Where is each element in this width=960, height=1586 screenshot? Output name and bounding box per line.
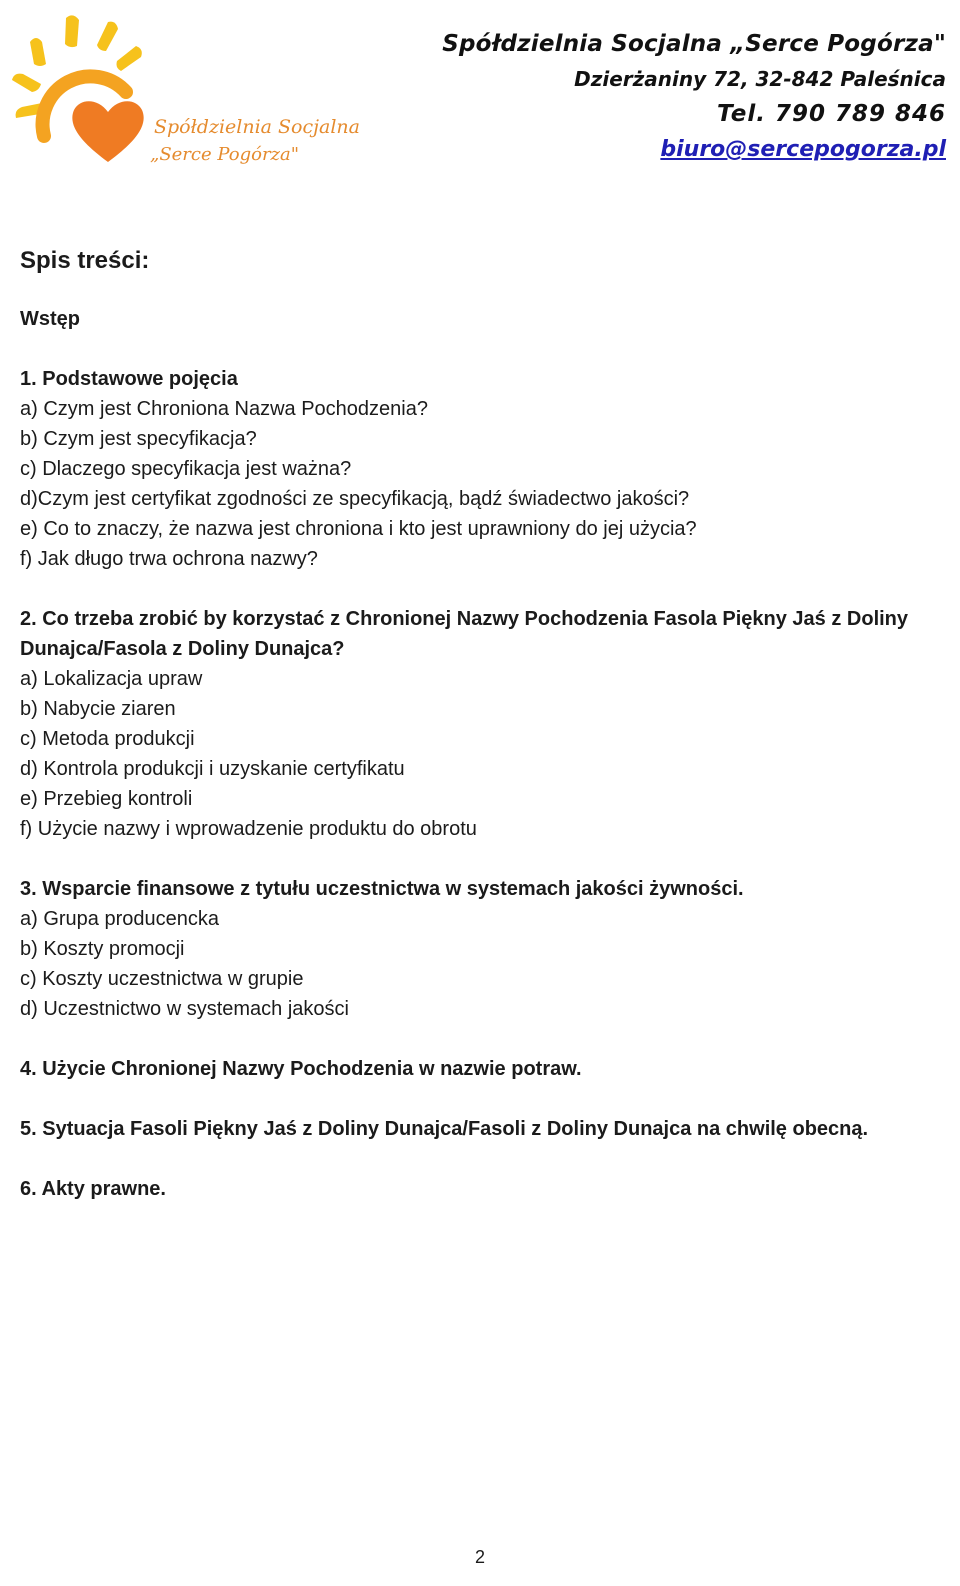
toc-item: d) Kontrola produkcji i uzyskanie certyfikatu: [20, 758, 405, 780]
toc-item: b) Nabycie ziaren: [20, 698, 176, 720]
toc-section-heading: 1. Podstawowe pojęcia: [20, 368, 238, 390]
contact-address: Dzierżaniny 72, 32-842 Paleśnica: [574, 67, 946, 91]
toc-item: a) Lokalizacja upraw: [20, 668, 203, 690]
contact-block: [442, 26, 946, 168]
organization-logo: [8, 12, 360, 172]
toc-section-3: [20, 874, 950, 1024]
toc-item: e) Przebieg kontroli: [20, 788, 193, 810]
toc-section-heading: 2. Co trzeba zrobić by korzystać z Chronionej Nazwy Pochodzenia Fasola Piękny Jaś z Doliny Dunajca/Fasola z Doliny Dunajca?: [20, 608, 909, 660]
toc-item: e) Co to znaczy, że nazwa jest chroniona i kto jest uprawniony do jej użycia?: [20, 518, 697, 540]
toc-item: b) Koszty promocji: [20, 938, 185, 960]
toc-section-heading: 3. Wsparcie finansowe z tytułu uczestnictwa w systemach jakości żywności.: [20, 878, 744, 900]
toc-item: a) Grupa producencka: [20, 908, 220, 930]
toc-item: c) Metoda produkcji: [20, 728, 195, 750]
contact-email-link[interactable]: biuro@sercepogorza.pl: [660, 137, 946, 162]
toc-item: a) Czym jest Chroniona Nazwa Pochodzenia?: [20, 398, 428, 420]
toc-title: Spis treści:: [20, 247, 150, 274]
contact-organization: Spółdzielnia Socjalna „Serce Pogórza": [442, 31, 946, 57]
toc-item: c) Koszty uczestnictwa w grupie: [20, 968, 304, 990]
toc-section-2: [20, 604, 950, 844]
table-of-contents: [20, 244, 950, 1204]
toc-item: f) Użycie nazwy i wprowadzenie produktu do obrotu: [20, 818, 477, 840]
sun-heart-icon: [8, 12, 158, 172]
toc-section-6-heading: 6. Akty prawne.: [20, 1178, 166, 1200]
toc-item: c) Dlaczego specyfikacja jest ważna?: [20, 458, 352, 480]
logo-name-line1: Spółdzielnia Socjalna: [154, 116, 360, 138]
toc-item: d)Czym jest certyfikat zgodności ze specyfikacją, bądź świadectwo jakości?: [20, 488, 690, 510]
toc-section-4-heading: 4. Użycie Chronionej Nazwy Pochodzenia w nazwie potraw.: [20, 1058, 582, 1080]
toc-section-1: [20, 364, 950, 574]
toc-item: b) Czym jest specyfikacja?: [20, 428, 257, 450]
contact-phone: Tel. 790 789 846: [717, 101, 946, 127]
page-number: 2: [474, 1547, 485, 1567]
toc-section-5-heading: 5. Sytuacja Fasoli Piękny Jaś z Doliny Dunajca/Fasoli z Doliny Dunajca na chwilę obecną.: [20, 1118, 869, 1140]
toc-intro: Wstęp: [20, 308, 80, 330]
logo-name-line2: „Serce Pogórza": [150, 144, 300, 165]
toc-item: d) Uczestnictwo w systemach jakości: [20, 998, 349, 1020]
toc-item: f) Jak długo trwa ochrona nazwy?: [20, 548, 318, 570]
